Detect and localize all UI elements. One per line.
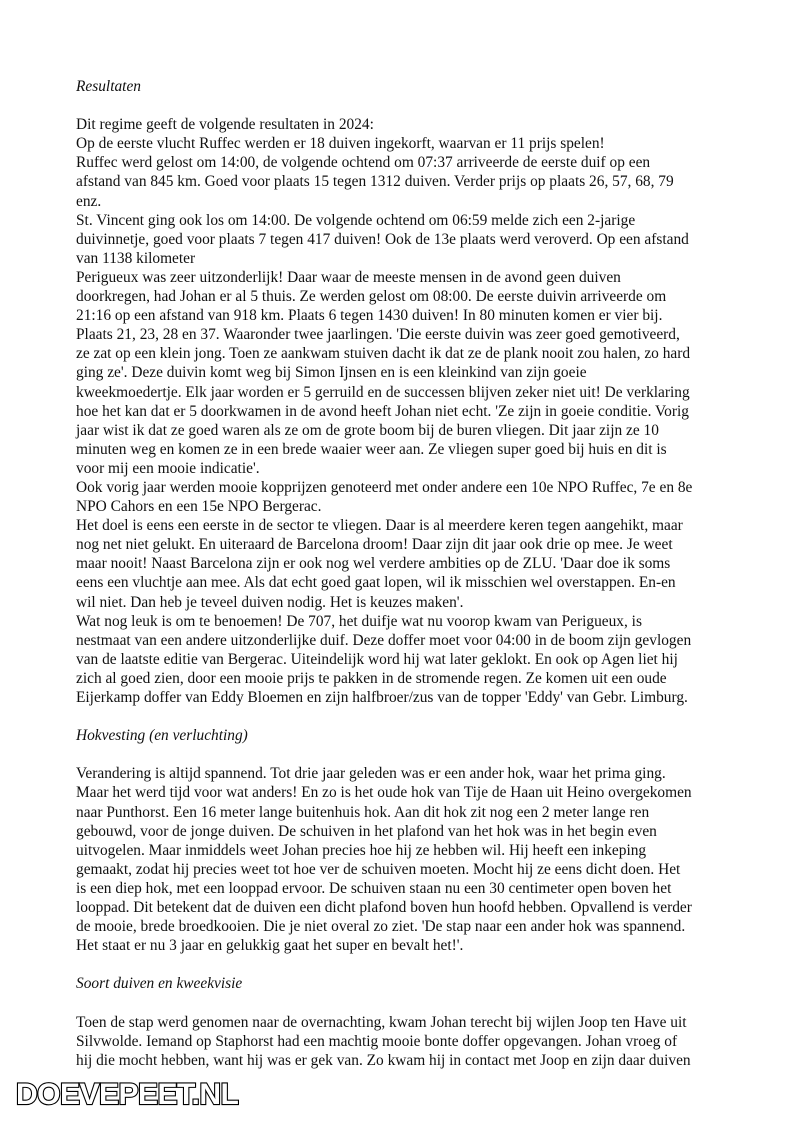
text-line: Dit regime geeft de volgende resultaten in 2024: bbox=[76, 116, 374, 134]
spacer bbox=[76, 994, 736, 1013]
text-line: looppad. Dit betekent dat de duiven een dicht plafond boven hun hoofd hebben. Opvallend is verder bbox=[76, 899, 692, 917]
text-line: nestmaat van een andere uitzonderlijke duif. Deze doffer moet voor 04:00 in de boom zijn gevlogen bbox=[76, 631, 692, 649]
text-line: 21:16 op een afstand van 918 km. Plaats 6 tegen 1430 duiven! In 80 minuten komen er vier bij. bbox=[76, 307, 663, 325]
text-line: Perigueux was zeer uitzonderlijk! Daar waar de meeste mensen in de avond geen duiven bbox=[76, 268, 621, 286]
text-line: nog net niet gelukt. En uiteraard de Barcelona droom! Daar zijn dit jaar ook drie op mee. Je weet bbox=[76, 536, 673, 554]
text-line: hoe het kan dat er 5 doorkwamen in de avond heeft Johan niet echt. 'Ze zijn in goeie conditie. Vorig bbox=[76, 402, 689, 420]
text-line: eens een vluchtje aan mee. Als dat echt goed gaat lopen, wil ik misschien wel overstappen. En-en bbox=[76, 574, 676, 592]
text-line: St. Vincent ging ook los om 14:00. De volgende ochtend om 06:59 melde zich een 2-jarige bbox=[76, 211, 636, 229]
text-line: ging ze'. Deze duivin komt weg bij Simon Ijnsen en is een kleinkind van zijn goeie bbox=[76, 364, 587, 382]
text-line: wil niet. Dan heb je teveel duiven nodig. Het is keuzes maken'. bbox=[76, 593, 464, 611]
spacer bbox=[76, 96, 736, 115]
text-line: voor mij een mooie indicatie'. bbox=[76, 459, 260, 477]
spacer bbox=[76, 955, 736, 974]
section-heading: Soort duiven en kweekvisie bbox=[76, 975, 243, 993]
text-line: Maar het werd tijd voor wat anders! En zo is het oude hok van Tije de Haan uit Heino overgekomen bbox=[76, 784, 692, 802]
text-line: duivinnetje, goed voor plaats 7 tegen 417 duiven! Ook de 13e plaats werd veroverd. Op een afstand bbox=[76, 230, 689, 248]
section-body bbox=[76, 115, 736, 707]
section-hokvesting bbox=[76, 726, 736, 955]
text-line: hij die mocht hebben, want hij was er gek van. Zo kwam hij in contact met Joop en zijn daar duiven bbox=[76, 1051, 691, 1069]
spacer bbox=[76, 745, 736, 764]
text-line: Silvwolde. Iemand op Staphorst had een machtig mooie bonte doffer opgevangen. Johan vroeg of bbox=[76, 1032, 678, 1050]
section-soort-duiven bbox=[76, 974, 736, 1069]
text-line: de mooie, brede broedkooien. Die je niet overal zo ziet. 'De stap naar een ander hok was spannend. bbox=[76, 918, 686, 936]
text-line: Eijerkamp doffer van Eddy Bloemen en zijn halfbroer/zus van de topper 'Eddy' van Gebr. Limburg. bbox=[76, 689, 688, 706]
text-line: enz. bbox=[76, 192, 102, 210]
text-line: Op de eerste vlucht Ruffec werden er 18 duiven ingekorft, waarvan er 11 prijs spelen! bbox=[76, 135, 605, 153]
text-line: minuten weg en komen ze in een brede waaier weer aan. Ze vliegen super goed bij huis en dit is bbox=[76, 440, 667, 458]
text-line: naar Punthorst. Een 16 meter lange buitenhuis hok. Aan dit hok zit nog een 2 meter lange ren bbox=[76, 803, 650, 821]
text-line: Ruffec werd gelost om 14:00, de volgende ochtend om 07:37 arriveerde de eerste duif op een bbox=[76, 154, 651, 172]
text-line: Ook vorig jaar werden mooie kopprijzen genoteerd met onder andere een 10e NPO Ruffec, 7e en 8e bbox=[76, 478, 693, 496]
text-line: jaar wist ik dat ze goed waren als ze om de grote boom bij de buren vliegen. Dit jaar zijn ze 10 bbox=[76, 421, 659, 439]
text-line: Wat nog leuk is om te benoemen! De 707, het duifje wat nu voorop kwam van Perigueux, is bbox=[76, 612, 642, 630]
text-line: afstand van 845 km. Goed voor plaats 15 tegen 1312 duiven. Verder prijs op plaats 26, 57, 68, 79 bbox=[76, 173, 674, 191]
text-line: Plaats 21, 23, 28 en 37. Waaronder twee jaarlingen. 'Die eerste duivin was zeer goed gemotiveerd, bbox=[76, 326, 680, 344]
text-line: kweekmoedertje. Elk jaar worden er 5 gerruild en de successen blijven zeker niet uit! De verklaring bbox=[76, 383, 690, 401]
section-body bbox=[76, 764, 736, 955]
document-page bbox=[76, 77, 736, 1070]
spacer bbox=[76, 707, 736, 726]
text-line: uitvogelen. Maar inmiddels weet Johan precies hoe hij ze hebben wil. Hij heeft een inkeping bbox=[76, 841, 647, 859]
text-line: maar nooit! Naast Barcelona zijn er ook nog wel verdere ambities op de ZLU. 'Daar doe ik soms bbox=[76, 555, 671, 573]
text-line: is een diep hok, met een looppad ervoor. De schuiven staan nu een 30 centimeter open boven het bbox=[76, 879, 672, 897]
text-line: doorkregen, had Johan er al 5 thuis. Ze werden gelost om 08:00. De eerste duivin arriveerde om bbox=[76, 288, 667, 306]
text-line: Het doel is eens een eerste in de sector te vliegen. Daar is al meerdere keren tegen aangehikt, maar bbox=[76, 517, 683, 535]
text-line: gebouwd, voor de jonge duiven. De schuiven in het plafond van het hok was in het begin even bbox=[76, 822, 657, 840]
text-line: van 1138 kilometer bbox=[76, 249, 196, 267]
text-line: zich al goed zien, door een mooie prijs te pakken in de stromende regen. Ze komen uit een oude bbox=[76, 669, 667, 687]
text-line: gemaakt, zodat hij precies weet tot hoe ver de schuiven moeten. Mocht hij ze eens dicht doen. Het bbox=[76, 860, 681, 878]
section-resultaten bbox=[76, 77, 736, 707]
text-line: NPO Cahors en een 15e NPO Bergerac. bbox=[76, 498, 322, 516]
text-line: Toen de stap werd genomen naar de overnachting, kwam Johan terecht bij wijlen Joop ten Have uit bbox=[76, 1013, 687, 1031]
section-heading: Hokvesting (en verluchting) bbox=[76, 727, 248, 745]
site-logo: DOEVEPEET.NL bbox=[16, 1078, 239, 1111]
section-body bbox=[76, 1013, 736, 1070]
text-line: van de laatste editie van Bergerac. Uiteindelijk word hij wat later geklokt. En ook op Agen liet hij bbox=[76, 650, 678, 668]
text-line: Het staat er nu 3 jaar en gelukkig gaat het super en bevalt het!'. bbox=[76, 937, 464, 955]
section-heading: Resultaten bbox=[76, 78, 141, 95]
text-line: Verandering is altijd spannend. Tot drie jaar geleden was er een ander hok, waar het prima ging. bbox=[76, 765, 666, 783]
text-line: ze zat op een klein jong. Toen ze aankwam stuiven dacht ik dat ze de plank nooit zou halen, zo hard bbox=[76, 345, 691, 363]
